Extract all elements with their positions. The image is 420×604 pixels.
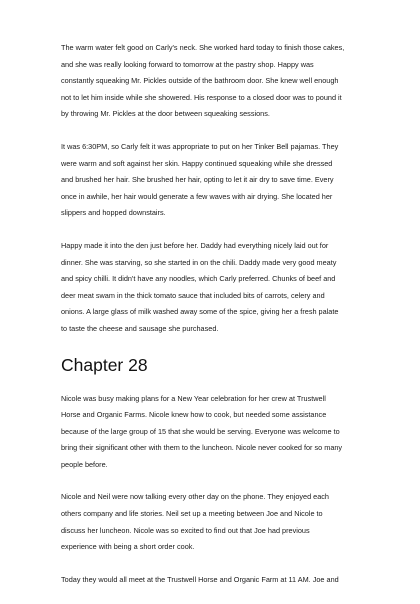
text-line: once in awhile, her hair would generate a few waves with air drying. She located her [61, 191, 333, 201]
text-line: Happy made it into the den just before her. Daddy had everything nicely laid out for [61, 240, 329, 250]
text-line: to taste the cheese and sausage she purchased. [61, 323, 219, 333]
text-line: bring their significant other with them to the luncheon. Nicole never cooked for so many [61, 443, 343, 453]
text-line: others company and life stories. Neil set up a meeting between Joe and Nicole to [61, 509, 323, 519]
chapter-heading: Chapter 28 [61, 354, 148, 375]
text-line: constantly squeaking Mr. Pickles outside of the bathroom door. She knew well enough [61, 76, 339, 86]
text-line: Nicole and Neil were now talking every other day on the phone. They enjoyed each [61, 492, 329, 502]
paragraph [61, 391, 361, 474]
text-line: and she was really looking forward to tomorrow at the pastry shop. Happy was [61, 59, 314, 69]
text-line: deer meat swam in the thick tomato sauce that included bits of carrots, celery and [61, 290, 325, 300]
paragraph [61, 572, 361, 589]
text-line: because of the large group of 15 that she would be serving. Everyone was welcome to [61, 426, 340, 436]
text-line: Today they would all meet at the Trustwell Horse and Organic Farm at 11 AM. Joe and [61, 574, 339, 584]
text-line: and spicy chilli. It didn't have any noodles, which Carly preferred. Chunks of beef and [61, 274, 336, 284]
text-line: onions. A large glass of milk washed away some of the spice, giving her a fresh palate [61, 307, 339, 317]
text-line: experience with being a short order cook. [61, 542, 195, 552]
paragraph [61, 40, 361, 123]
section-after-chapter [61, 391, 361, 589]
paragraph [61, 139, 361, 222]
text-line: by throwing Mr. Pickles at the door between squeaking sessions. [61, 109, 270, 119]
text-line: and brushed her hair. She brushed her hair, opting to let it air dry to save time. Every [61, 175, 334, 185]
text-line: discuss her luncheon. Nicole was so excited to find out that Joe had previous [61, 525, 310, 535]
text-line: slippers and hopped downstairs. [61, 208, 166, 218]
paragraph [61, 238, 361, 338]
text-line: people before. [61, 459, 108, 469]
text-line: The warm water felt good on Carly's neck. She worked hard today to finish those cakes, [61, 43, 345, 52]
page-body [61, 40, 361, 604]
paragraph [61, 489, 361, 555]
text-line: Nicole was busy making plans for a New Year celebration for her crew at Trustwell [61, 393, 326, 403]
text-line: not to let him inside while she showered. His response to a closed door was to pound it [61, 92, 342, 102]
text-line: were warm and soft against her skin. Happy continued squeaking while she dressed [61, 158, 333, 168]
text-line: Horse and Organic Farms. Nicole knew how to cook, but needed some assistance [61, 410, 327, 420]
text-line: It was 6:30PM, so Carly felt it was appropriate to put on her Tinker Bell pajamas. They [61, 141, 339, 151]
text-line: dinner. She was starving, so she started in on the chili. Daddy made very good meaty [61, 257, 337, 267]
section-before-chapter [61, 40, 361, 338]
